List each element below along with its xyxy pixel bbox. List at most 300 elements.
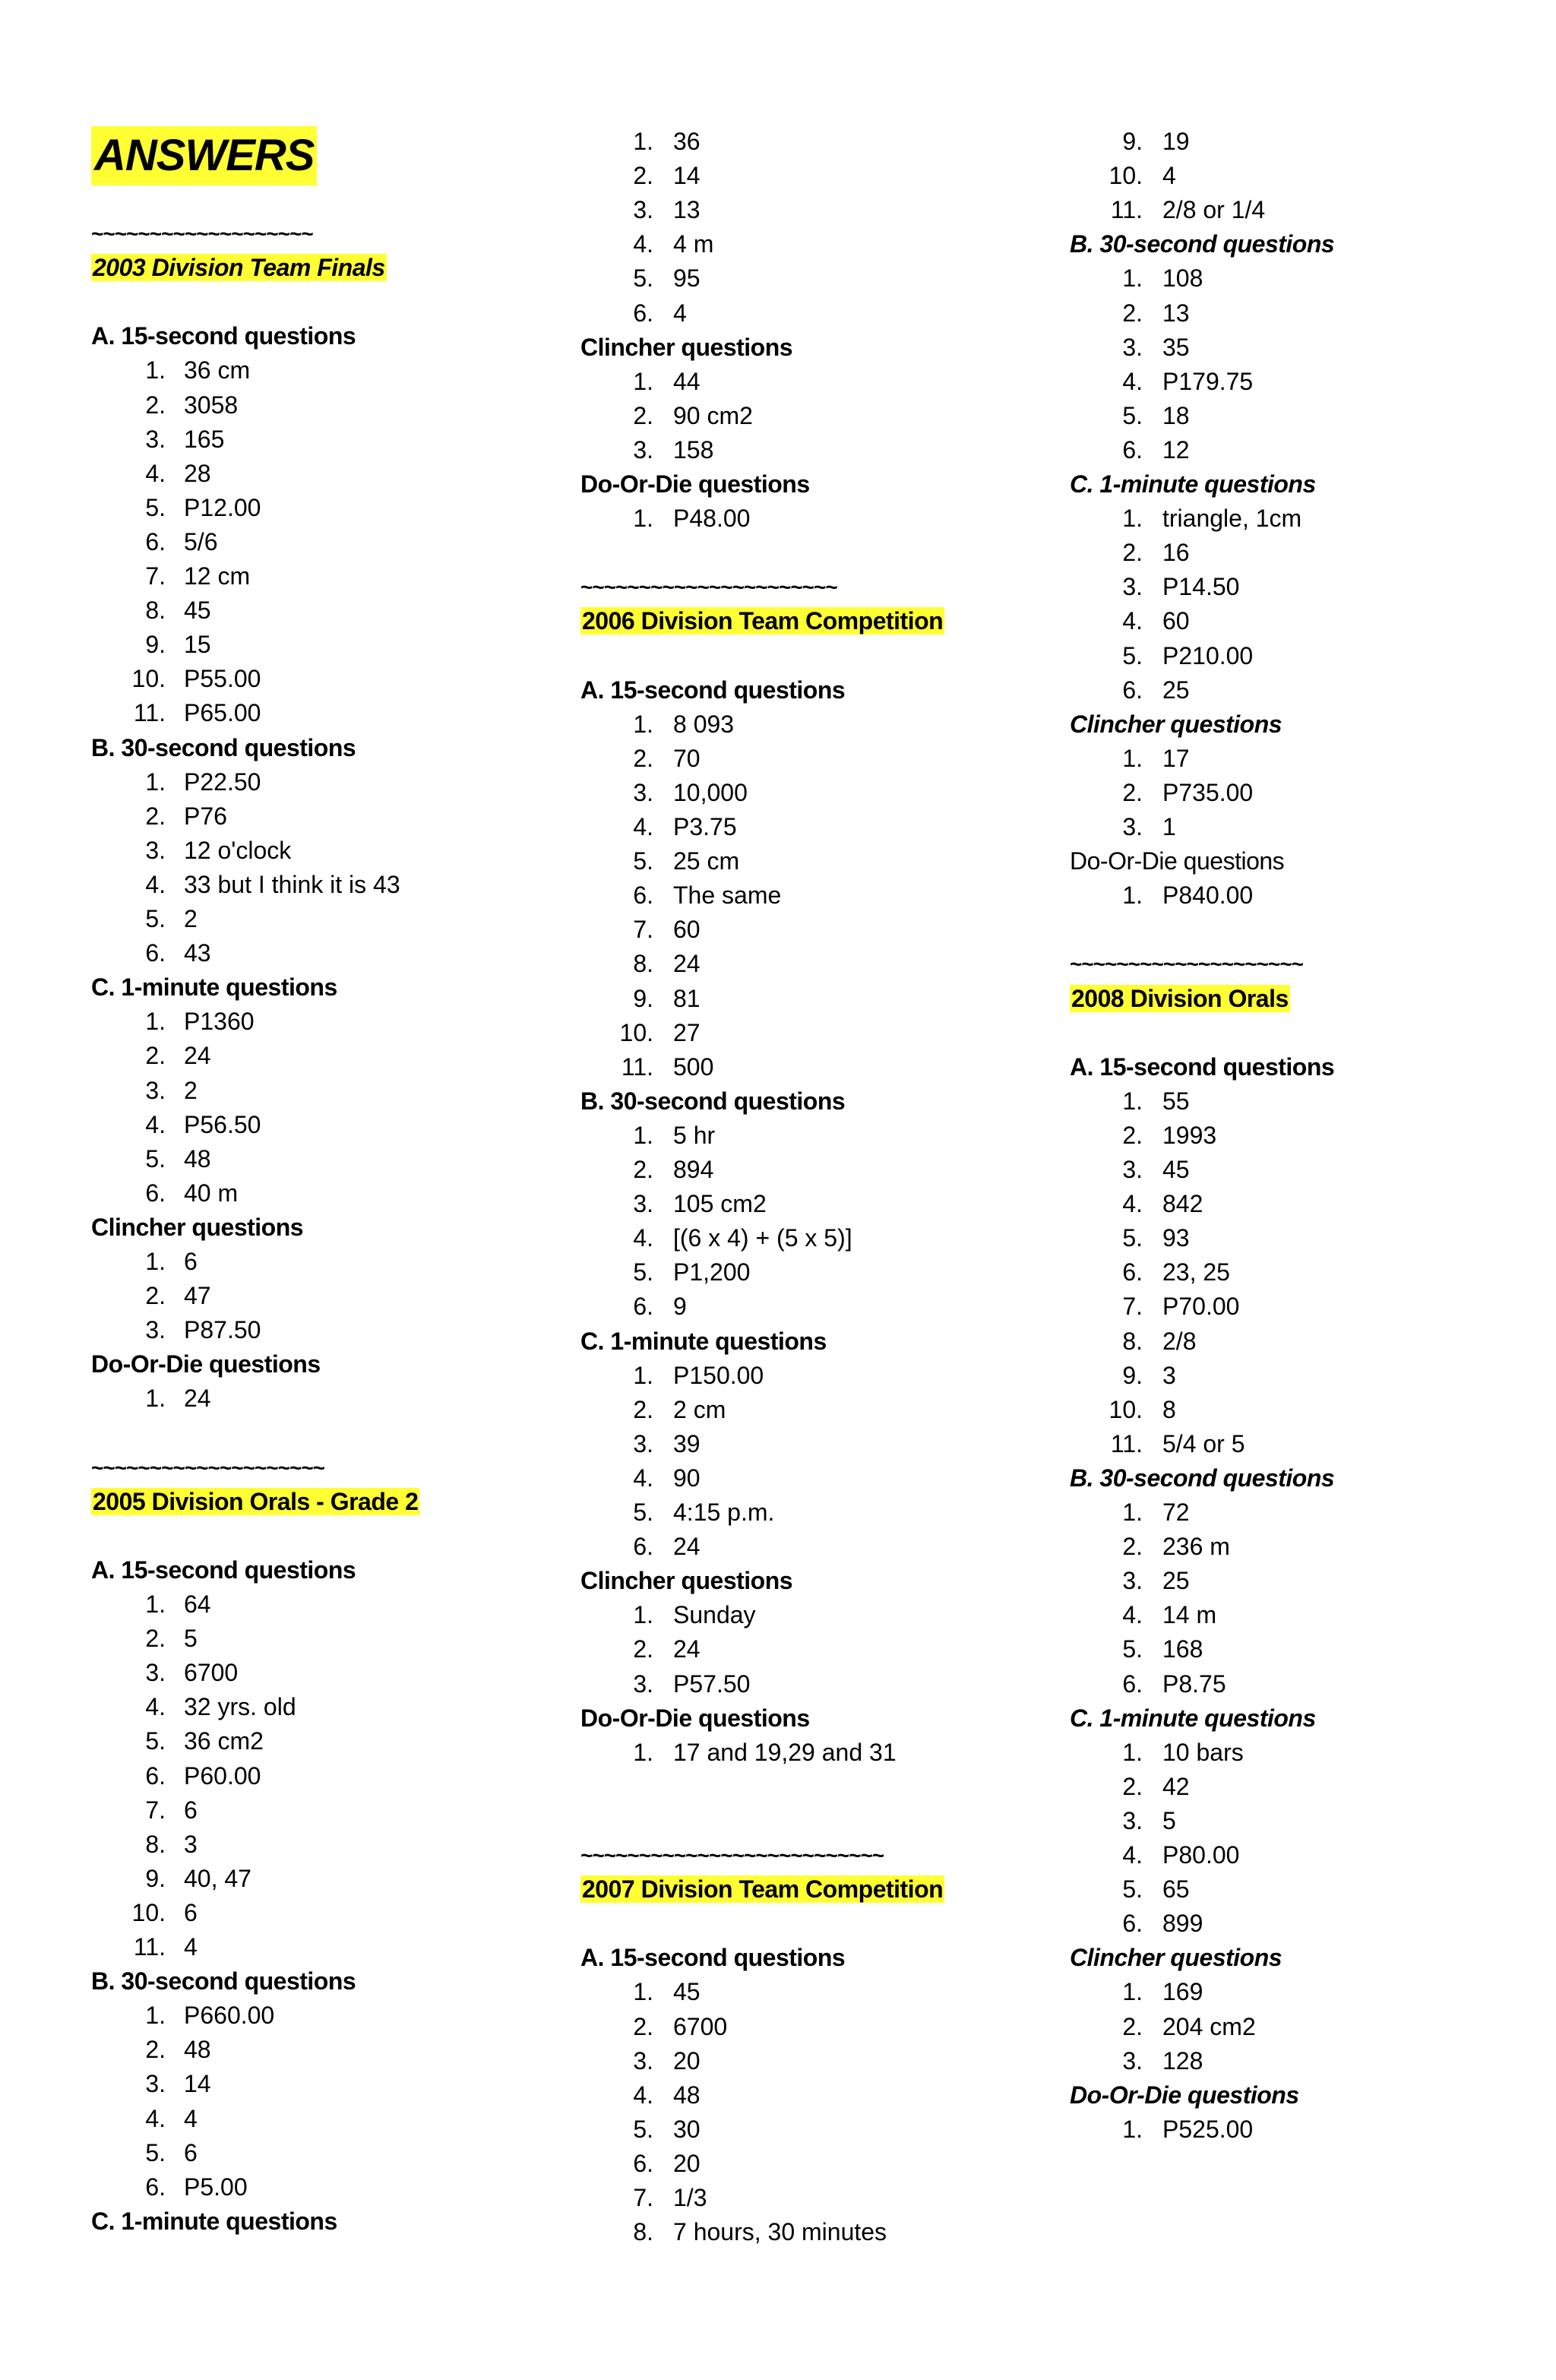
answer-number: 4.	[633, 2081, 653, 2109]
answer-item	[1070, 365, 1495, 399]
answer-number: 1.	[1122, 264, 1143, 292]
answer-number: 3.	[1122, 2047, 1143, 2075]
section-heading	[91, 251, 387, 285]
answer-number: 1.	[633, 711, 653, 738]
answer-number: 2.	[145, 1625, 166, 1652]
answer-value: 36	[673, 128, 701, 155]
answer-value: 204 cm2	[1162, 2013, 1256, 2040]
answer-item	[91, 2102, 517, 2136]
answer-number: 3.	[145, 837, 166, 864]
answer-item	[580, 1119, 1006, 1153]
answer-item	[580, 1359, 1006, 1393]
answer-number: 9.	[145, 631, 166, 658]
answer-item	[1070, 1530, 1495, 1564]
answer-value: P80.00	[1162, 1841, 1240, 1869]
answer-number: 11.	[133, 1933, 166, 1961]
answer-item	[1070, 2010, 1495, 2044]
answer-value: 42	[1162, 1773, 1190, 1800]
section-divider: ~~~~~~~~~~~~~~~~~~~	[91, 222, 313, 245]
answer-number: 3.	[1122, 1807, 1143, 1834]
answer-value: 165	[184, 426, 225, 453]
answer-value: 24	[673, 1533, 701, 1560]
answer-number: 8.	[145, 1831, 166, 1858]
answer-number: 4.	[1122, 1190, 1143, 1217]
answer-number: 5.	[1122, 1875, 1143, 1903]
answer-number: 1.	[145, 356, 166, 384]
answer-value: 14	[184, 2070, 211, 2097]
answer-item	[580, 2147, 1006, 2181]
answer-number: 2.	[1122, 1773, 1143, 1800]
answer-number: 5.	[145, 905, 166, 932]
answer-item	[91, 2170, 517, 2204]
answer-value: 4 m	[673, 230, 714, 258]
answer-value: 169	[1162, 1978, 1203, 2005]
answer-item	[1070, 2113, 1495, 2147]
answer-number: 5.	[633, 1258, 653, 1286]
answer-number: 1.	[1122, 1499, 1143, 1526]
answer-number: 4.	[633, 813, 653, 840]
answer-value: P840.00	[1162, 881, 1254, 909]
answer-item	[1070, 1153, 1495, 1187]
answer-item	[91, 1381, 517, 1416]
answer-number: 9.	[1122, 1362, 1143, 1389]
answer-number: 2.	[633, 1156, 653, 1183]
answer-number: 3.	[145, 1659, 166, 1686]
answer-number: 1.	[1122, 1087, 1143, 1115]
question-category-heading: C. 1-minute questions	[1070, 1704, 1316, 1732]
answer-value: 45	[184, 597, 211, 624]
answer-value: P735.00	[1162, 779, 1254, 806]
answer-value: 24	[673, 950, 701, 977]
answer-number: 2.	[145, 1042, 166, 1069]
answer-value: 2 cm	[673, 1396, 726, 1423]
answer-item	[580, 1153, 1006, 1187]
answer-item	[1070, 1119, 1495, 1153]
answer-number: 6.	[633, 299, 653, 327]
question-category-heading: B. 30-second questions	[1070, 230, 1335, 258]
answer-value: 43	[184, 939, 211, 967]
answer-item	[91, 423, 517, 457]
answer-number: 1.	[1122, 745, 1143, 772]
question-category-heading: A. 15-second questions	[91, 1556, 356, 1584]
question-category-heading: Do-Or-Die questions	[580, 1704, 810, 1732]
answer-number: 6.	[633, 1293, 653, 1320]
answer-value: 158	[673, 436, 714, 464]
answer-item	[580, 1427, 1006, 1461]
answer-value: 16	[1162, 539, 1190, 566]
answer-item	[91, 457, 517, 491]
answer-item	[91, 799, 517, 834]
question-category-heading: Clincher questions	[1070, 711, 1282, 738]
answer-item	[1070, 261, 1495, 296]
answer-number: 5.	[1122, 642, 1143, 669]
answer-value: P22.50	[184, 768, 261, 796]
answer-item	[580, 913, 1006, 947]
answer-item	[91, 2067, 517, 2101]
answer-value: 45	[673, 1978, 701, 2005]
answer-item	[91, 1142, 517, 1176]
answer-item	[580, 2181, 1006, 2215]
answer-item	[580, 878, 1006, 913]
answer-value: 72	[1162, 1499, 1190, 1526]
answer-number: 1.	[1122, 1739, 1143, 1766]
question-category-heading: B. 30-second questions	[91, 1967, 356, 1995]
answer-item	[1070, 742, 1495, 776]
answer-item	[580, 502, 1006, 536]
answer-value: 24	[184, 1042, 211, 1069]
answer-item	[580, 1050, 1006, 1084]
answer-number: 10.	[1108, 162, 1143, 189]
answer-value: 40, 47	[184, 1865, 251, 1892]
answer-number: 5.	[1122, 1224, 1143, 1252]
section-heading-text: 2007 Division Team Competition	[582, 1875, 944, 1903]
question-category-heading: Do-Or-Die questions	[91, 1350, 321, 1378]
answer-value: 23, 25	[1162, 1258, 1230, 1286]
answer-item	[1070, 1325, 1495, 1359]
answer-number: 6.	[145, 2173, 166, 2201]
answer-value: 3	[184, 1831, 198, 1858]
answer-number: 2.	[633, 745, 653, 772]
answer-item	[1070, 1255, 1495, 1290]
answer-item	[1070, 1393, 1495, 1427]
answer-value: P8.75	[1162, 1670, 1226, 1698]
answer-item	[1070, 604, 1495, 638]
answer-number: 7.	[633, 916, 653, 943]
answer-value: P65.00	[184, 699, 261, 726]
answer-number: 9.	[633, 985, 653, 1012]
answer-value: 20	[673, 2150, 701, 2177]
answer-value: 33 but I think it is 43	[184, 871, 400, 898]
answer-item	[580, 1016, 1006, 1050]
answer-item	[580, 193, 1006, 227]
answer-item	[91, 1793, 517, 1828]
answer-value: 236 m	[1162, 1533, 1230, 1560]
answer-value: 48	[184, 2036, 211, 2063]
answer-value: P1,200	[673, 1258, 751, 1286]
answer-value: 1/3	[673, 2184, 707, 2211]
answer-value: 4	[184, 2105, 198, 2132]
section-heading-text: 2003 Division Team Finals	[93, 254, 385, 281]
answer-number: 8.	[145, 597, 166, 624]
answer-value: 17	[1162, 745, 1190, 772]
answer-item	[91, 1862, 517, 1896]
answer-item	[91, 1587, 517, 1622]
answer-value: 36 cm2	[184, 1727, 264, 1755]
section-heading-text: 2006 Division Team Competition	[582, 607, 944, 635]
answer-item	[1070, 673, 1495, 707]
answer-item	[580, 2215, 1006, 2249]
question-category-heading: A. 15-second questions	[1070, 1053, 1335, 1081]
answer-value: 10 bars	[1162, 1739, 1244, 1766]
answer-value: 81	[673, 985, 701, 1012]
question-category-heading: Do-Or-Die questions	[580, 470, 810, 498]
answer-number: 1.	[633, 1601, 653, 1628]
answer-value: P60.00	[184, 1762, 261, 1790]
question-category-heading: Clincher questions	[91, 1214, 304, 1241]
answer-item	[1070, 1084, 1495, 1119]
answer-value: 24	[673, 1635, 701, 1663]
answer-number: 2.	[633, 1635, 653, 1663]
answer-value: 60	[673, 916, 701, 943]
answer-number: 8.	[633, 2218, 653, 2245]
answer-value: 40 m	[184, 1179, 239, 1207]
answer-item	[91, 834, 517, 868]
answer-item	[1070, 639, 1495, 673]
answer-value: P48.00	[673, 505, 751, 532]
answer-number: 11.	[1110, 1430, 1143, 1457]
answer-number: 1.	[633, 1978, 653, 2005]
answer-item	[580, 1187, 1006, 1221]
answer-item	[91, 1930, 517, 1964]
answer-item	[1070, 776, 1495, 810]
answer-item	[580, 1975, 1006, 2009]
answer-number: 5.	[633, 264, 653, 292]
answer-item	[91, 936, 517, 970]
answer-item	[91, 662, 517, 696]
answer-number: 10.	[619, 1019, 653, 1046]
answer-item	[580, 227, 1006, 261]
answer-number: 4.	[1122, 607, 1143, 635]
answer-value: 7 hours, 30 minutes	[673, 2218, 887, 2245]
answer-value: 25 cm	[673, 847, 740, 875]
answer-value: 8 093	[673, 711, 735, 738]
answer-number: 5.	[633, 847, 653, 875]
answer-item	[580, 1530, 1006, 1564]
answer-item	[580, 433, 1006, 467]
answer-number: 1.	[1122, 881, 1143, 909]
answer-item	[91, 388, 517, 423]
answer-value: P150.00	[673, 1362, 764, 1389]
answer-item	[580, 1221, 1006, 1255]
answer-number: 11.	[133, 699, 166, 726]
answer-item	[1070, 810, 1495, 844]
answer-value: 12 cm	[184, 562, 251, 590]
answer-item	[91, 1074, 517, 1108]
answer-number: 3.	[633, 1190, 653, 1217]
answer-item	[1070, 1598, 1495, 1632]
answer-item	[580, 810, 1006, 844]
section-divider: ~~~~~~~~~~~~~~~~~~~~	[1070, 952, 1304, 976]
answer-value: 1993	[1162, 1122, 1217, 1149]
answer-item	[1070, 399, 1495, 433]
answer-value: 24	[184, 1385, 211, 1412]
answer-number: 3.	[1122, 573, 1143, 600]
answer-number: 3.	[1122, 1156, 1143, 1183]
question-category-heading: C. 1-minute questions	[580, 1328, 827, 1355]
answer-item	[91, 1176, 517, 1211]
answer-value: 64	[184, 1590, 211, 1618]
answer-value: 5/6	[184, 528, 218, 555]
answer-number: 6.	[1122, 676, 1143, 704]
answer-value: 5 hr	[673, 1122, 716, 1149]
answer-value: 12	[1162, 436, 1190, 464]
question-category-heading: A. 15-second questions	[91, 322, 356, 350]
answer-value: 2/8	[1162, 1328, 1197, 1355]
answer-number: 2.	[145, 802, 166, 830]
answer-item	[91, 765, 517, 799]
answer-number: 1.	[145, 768, 166, 796]
answer-value: P12.00	[184, 494, 261, 521]
question-category-heading: C. 1-minute questions	[91, 973, 337, 1001]
answer-value: 65	[1162, 1875, 1190, 1903]
answer-item	[1070, 1838, 1495, 1872]
answer-value: 28	[184, 460, 211, 487]
answer-item	[580, 982, 1006, 1016]
answer-number: 3.	[633, 1670, 653, 1698]
answer-value: 105 cm2	[673, 1190, 767, 1217]
answer-value: 32 yrs. old	[184, 1693, 296, 1720]
answer-number: 3.	[145, 2070, 166, 2097]
answer-item	[1070, 1221, 1495, 1255]
answer-item	[91, 1724, 517, 1758]
answer-value: P70.00	[1162, 1293, 1240, 1320]
answer-value: P525.00	[1162, 2116, 1254, 2143]
answer-item	[91, 491, 517, 525]
answer-value: 10,000	[673, 779, 748, 806]
answer-number: 1.	[633, 1739, 653, 1766]
answer-number: 6.	[1122, 1670, 1143, 1698]
answer-item	[1070, 1187, 1495, 1221]
answer-item	[1070, 1975, 1495, 2009]
section-heading	[580, 1872, 944, 1907]
answer-value: 6	[184, 1248, 198, 1275]
answer-item	[580, 2113, 1006, 2147]
answer-number: 10.	[1108, 1396, 1143, 1423]
answer-item	[1070, 1495, 1495, 1530]
answer-number: 1.	[145, 1590, 166, 1618]
section-divider: ~~~~~~~~~~~~~~~~~~~~	[91, 1456, 325, 1480]
answer-value: 93	[1162, 1224, 1190, 1252]
section-heading	[580, 604, 944, 638]
answer-value: 35	[1162, 334, 1190, 361]
answer-number: 4.	[633, 1224, 653, 1252]
answer-number: 1.	[145, 1008, 166, 1035]
answer-value: 14	[673, 162, 701, 189]
answer-item	[580, 1736, 1006, 1770]
answer-value: 6	[184, 2139, 198, 2166]
answer-value: 90 cm2	[673, 402, 753, 429]
answer-number: 6.	[1122, 436, 1143, 464]
answer-item	[1070, 1359, 1495, 1393]
question-category-heading: B. 30-second questions	[1070, 1464, 1335, 1492]
answer-value: 1	[1162, 813, 1176, 840]
answer-value: triangle, 1cm	[1162, 505, 1302, 532]
answer-value: 18	[1162, 402, 1190, 429]
answer-value: 60	[1162, 607, 1190, 635]
answer-number: 3.	[633, 436, 653, 464]
answer-number: 2.	[1122, 539, 1143, 566]
question-category-heading: A. 15-second questions	[580, 1944, 846, 1971]
answer-number: 6.	[633, 1533, 653, 1560]
answer-item	[1070, 1564, 1495, 1598]
answer-number: 2.	[1122, 299, 1143, 327]
question-category-heading: C. 1-minute questions	[91, 2208, 337, 2235]
answer-number: 1.	[633, 1122, 653, 1149]
question-category-heading: Do-Or-Die questions	[1070, 2081, 1299, 2109]
question-category-heading: A. 15-second questions	[580, 676, 846, 704]
answer-value: P56.50	[184, 1111, 261, 1138]
answer-number: 5.	[145, 1145, 166, 1173]
answer-number: 6.	[1122, 1910, 1143, 1937]
answer-item	[580, 261, 1006, 296]
answer-item	[580, 1495, 1006, 1530]
answer-value: 6	[184, 1796, 198, 1824]
answer-number: 9.	[1122, 128, 1143, 155]
answer-value: 45	[1162, 1156, 1190, 1183]
answer-item	[580, 742, 1006, 776]
answer-item	[1070, 433, 1495, 467]
answer-number: 1.	[633, 128, 653, 155]
answer-value: P87.50	[184, 1316, 261, 1343]
answer-item	[580, 2078, 1006, 2113]
answer-number: 3.	[1122, 1567, 1143, 1594]
answer-item	[91, 1005, 517, 1039]
answer-value: 3	[1162, 1362, 1176, 1389]
answer-number: 1.	[145, 1385, 166, 1412]
answer-value: 6700	[184, 1659, 239, 1686]
answer-number: 3.	[633, 1430, 653, 1457]
answer-value: P3.75	[673, 813, 737, 840]
answer-item	[1070, 570, 1495, 604]
answer-item	[580, 1393, 1006, 1427]
answer-item	[91, 1896, 517, 1930]
answer-value: P5.00	[184, 2173, 248, 2201]
answer-number: 2.	[145, 391, 166, 419]
answer-item	[1070, 1907, 1495, 1941]
answer-value: 108	[1162, 264, 1203, 292]
question-category-heading: Clincher questions	[580, 334, 793, 361]
answer-value: [(6 x 4) + (5 x 5)]	[673, 1224, 852, 1252]
answer-value: 30	[673, 2116, 701, 2143]
answer-item	[580, 947, 1006, 981]
answer-number: 4.	[1122, 1601, 1143, 1628]
answer-value: P660.00	[184, 2002, 275, 2029]
answer-value: 25	[1162, 676, 1190, 704]
answer-value: 899	[1162, 1910, 1203, 1937]
answer-number: 3.	[633, 196, 653, 223]
answer-item	[580, 844, 1006, 878]
answer-value: 5	[1162, 1807, 1176, 1834]
answer-number: 6.	[633, 881, 653, 909]
answer-item	[91, 1245, 517, 1279]
answer-value: P14.50	[1162, 573, 1240, 600]
answer-item	[91, 2033, 517, 2067]
answer-item	[1070, 125, 1495, 159]
question-category-heading: Do-Or-Die questions	[1070, 847, 1285, 875]
answer-number: 2.	[633, 1396, 653, 1423]
answer-number: 5.	[145, 2139, 166, 2166]
section-heading-text: 2005 Division Orals - Grade 2	[93, 1488, 419, 1515]
answer-value: 4	[673, 299, 687, 327]
question-category-heading: C. 1-minute questions	[1070, 470, 1316, 498]
answer-item	[91, 2136, 517, 2170]
answer-value: 168	[1162, 1635, 1203, 1663]
answer-item	[91, 902, 517, 936]
answer-value: 5/4 or 5	[1162, 1430, 1245, 1457]
answer-number: 5.	[1122, 1635, 1143, 1663]
answer-item	[91, 1759, 517, 1793]
answer-number: 3.	[1122, 334, 1143, 361]
answer-item	[91, 525, 517, 559]
answer-value: 19	[1162, 128, 1190, 155]
answer-number: 3.	[633, 2047, 653, 2075]
answer-item	[1070, 1290, 1495, 1324]
answer-value: 95	[673, 264, 701, 292]
answer-number: 7.	[633, 2184, 653, 2211]
answer-item	[580, 2010, 1006, 2044]
section-divider: ~~~~~~~~~~~~~~~~~~~~~~~~~~	[580, 1844, 884, 1867]
answer-item	[91, 1690, 517, 1724]
